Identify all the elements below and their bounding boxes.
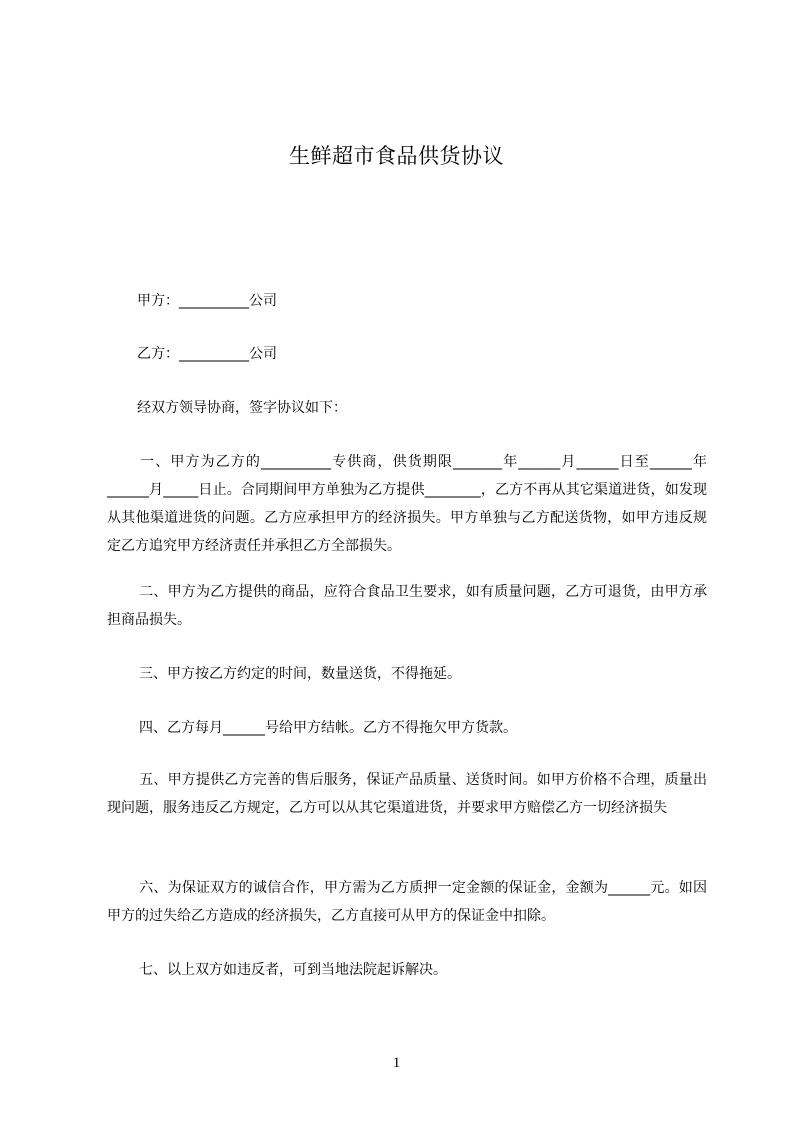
clause-2-text: 二、甲方为乙方提供的商品，应符合食品卫生要求，如有质量问题，乙方可退货，由甲方承担商品损失。 <box>107 584 707 628</box>
clause-6-text: 六、为保证双方的诚信合作，甲方需为乙方质押一定金额的保证金，金额为______元。如因甲方的过失给乙方造成的经济损失，乙方直接可从甲方的保证金中扣除。 <box>107 880 707 924</box>
intro-line: 经双方领导协商，签字协议如下： <box>137 400 347 416</box>
page-number: 1 <box>392 1055 401 1071</box>
party-b-line: 乙方：__________公司 <box>137 346 277 362</box>
clause-4 <box>107 714 707 742</box>
document-title: 生鲜超市食品供货协议 <box>289 144 504 168</box>
clause-3-text: 三、甲方按乙方约定的时间，数量送货，不得拖延。 <box>139 666 461 682</box>
clause-1-text: 一、甲方为乙方的__________专供商，供货期限_______年______月______日至______年______月_____日止。合同期间甲方单独为乙方提供________，乙方不再从其它渠道进货，如发现从其他渠道进货的问题。乙方应承担甲方的经济损失。甲方单独与乙方配送货物，如甲方违反规定乙方追究甲方经济责任并承担乙方全部损失。 <box>107 454 707 554</box>
clause-2 <box>107 578 707 634</box>
clause-7 <box>107 956 707 984</box>
clause-5 <box>107 766 707 822</box>
clause-1 <box>107 448 707 560</box>
party-a-line: 甲方：__________公司 <box>137 293 277 309</box>
clause-5-text: 五、甲方提供乙方完善的售后服务，保证产品质量、送货时间。如甲方价格不合理，质量出现问题，服务违反乙方规定，乙方可以从其它渠道进货，并要求甲方赔偿乙方一切经济损失 <box>107 772 707 816</box>
clause-3 <box>107 660 707 688</box>
clause-6 <box>107 874 707 930</box>
clause-4-text: 四、乙方每月______号给甲方结帐。乙方不得拖欠甲方货款。 <box>139 720 517 736</box>
clause-7-text: 七、以上双方如违反者，可到当地法院起诉解决。 <box>139 962 447 978</box>
